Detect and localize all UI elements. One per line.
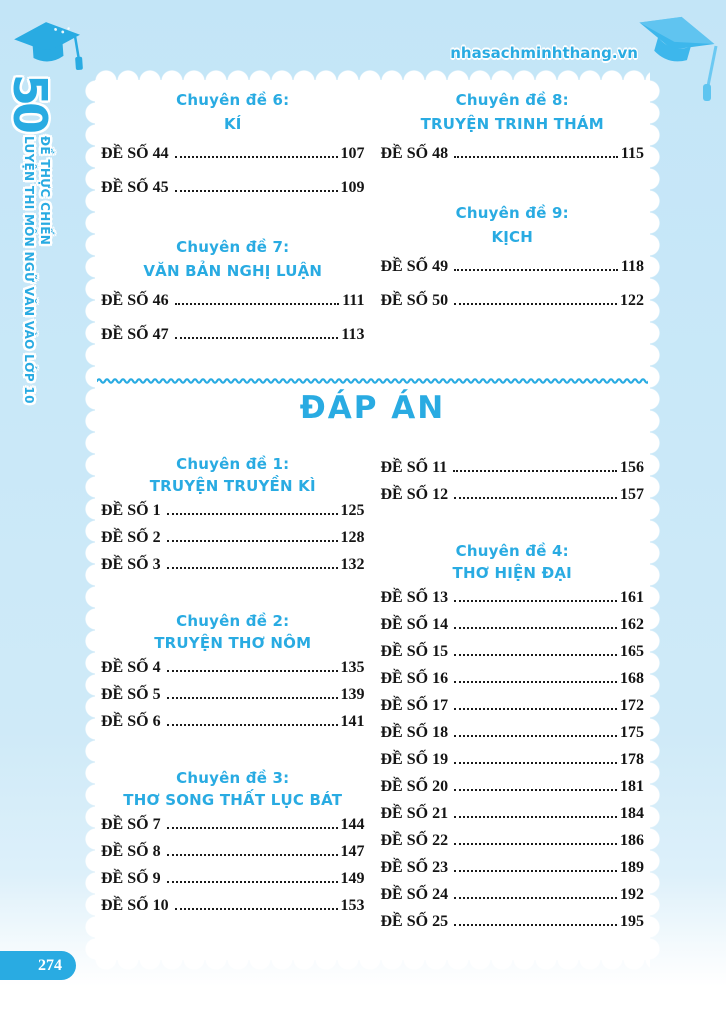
section-heading-line2: TRUYỆN TRINH THÁM — [420, 115, 604, 133]
toc-entry-label: ĐỀ SỐ 17 — [380, 697, 449, 714]
dot-leader — [454, 269, 618, 271]
toc-entry — [101, 870, 365, 897]
dot-leader — [453, 470, 617, 472]
toc-entry — [381, 486, 645, 513]
toc-section — [381, 203, 645, 326]
toc-entry-page: 107 — [340, 145, 365, 162]
toc-entry-page: 139 — [340, 686, 365, 703]
toc-entry-page: 192 — [620, 886, 644, 903]
toc-entry-label: ĐỀ SỐ 16 — [380, 670, 449, 687]
toc-column-right — [381, 90, 645, 360]
dot-leader — [175, 337, 339, 339]
toc-entry-page: 156 — [620, 459, 644, 476]
section-heading-line1: Chuyên đề 9: — [455, 204, 569, 222]
toc-entry — [381, 459, 645, 486]
toc-column-left — [101, 454, 365, 940]
scallop-edge-left — [85, 80, 95, 960]
toc-entry — [101, 502, 365, 529]
toc-entry-label: ĐỀ SỐ 8 — [101, 843, 161, 860]
dot-leader — [454, 497, 617, 499]
toc-entry — [381, 805, 645, 832]
toc-entry-page: 162 — [620, 616, 644, 633]
dot-leader — [175, 190, 338, 192]
toc-entry — [381, 643, 645, 670]
toc-entry — [101, 659, 365, 686]
content-card — [95, 80, 650, 960]
toc-entry — [381, 751, 645, 778]
toc-entry-page: 153 — [340, 897, 365, 914]
toc-entry-page: 157 — [620, 486, 644, 503]
toc-entry-page: 175 — [620, 724, 644, 741]
section-heading-line2: THƠ SONG THẤT LỤC BÁT — [123, 791, 343, 809]
dot-leader — [454, 816, 617, 818]
toc-entry-label: ĐỀ SỐ 12 — [380, 486, 449, 503]
toc-entry-label: ĐỀ SỐ 23 — [380, 859, 449, 876]
scallop-edge-right — [650, 80, 660, 960]
toc-entry — [101, 556, 365, 583]
toc-entry-page: 125 — [340, 502, 365, 519]
section-heading-line2: THƠ HIỆN ĐẠI — [452, 564, 572, 582]
toc-column-left — [101, 90, 365, 360]
toc-section — [381, 459, 645, 513]
dot-leader — [167, 567, 338, 569]
toc-entry — [381, 778, 645, 805]
toc-entry — [381, 670, 645, 697]
section-heading-line2: KỊCH — [491, 228, 534, 246]
toc-entry — [101, 292, 365, 326]
spine-number: 50 — [3, 74, 57, 131]
toc-entry — [381, 258, 645, 292]
toc-entry-list — [381, 145, 645, 179]
toc-entry-label: ĐỀ SỐ 50 — [380, 292, 449, 309]
toc-section — [381, 541, 645, 940]
toc-entry-page: 189 — [620, 859, 644, 876]
toc-entry — [381, 913, 645, 940]
toc-entry-page: 113 — [341, 326, 365, 343]
toc-entry-label: ĐỀ SỐ 9 — [101, 870, 161, 887]
section-heading-line2: TRUYỆN THƠ NÔM — [154, 634, 312, 652]
toc-entry-label: ĐỀ SỐ 15 — [380, 643, 449, 660]
toc-entry — [101, 686, 365, 713]
dot-leader — [167, 540, 338, 542]
toc-entry-page: 168 — [620, 670, 644, 687]
toc-entry — [381, 697, 645, 724]
scallop-edge-top — [95, 70, 650, 80]
page-number-badge: 274 — [0, 951, 76, 980]
dot-leader — [167, 670, 338, 672]
toc-entry-list — [381, 459, 645, 513]
dot-leader — [167, 697, 338, 699]
toc-entry-page: 135 — [340, 659, 365, 676]
dot-leader — [167, 854, 338, 856]
toc-entry — [101, 145, 365, 179]
site-url: nhasachminhthang.vn — [450, 44, 638, 62]
toc-entry — [381, 616, 645, 643]
toc-entry-label: ĐỀ SỐ 49 — [380, 258, 449, 275]
toc-entry — [381, 832, 645, 859]
toc-entry — [101, 897, 365, 924]
dot-leader — [175, 908, 338, 910]
toc-entry-label: ĐỀ SỐ 25 — [380, 913, 449, 930]
toc-entry-label: ĐỀ SỐ 24 — [380, 886, 449, 903]
toc-entry-label: ĐỀ SỐ 11 — [380, 459, 448, 476]
dot-leader — [454, 789, 617, 791]
toc-section — [381, 90, 645, 179]
toc-entry-label: ĐỀ SỐ 5 — [101, 686, 161, 703]
toc-entry-page: 195 — [620, 913, 644, 930]
toc-entry — [101, 816, 365, 843]
spine-title — [21, 136, 53, 404]
toc-entry-page: 118 — [620, 258, 644, 275]
toc-entry-page: 186 — [620, 832, 644, 849]
toc-entry — [101, 326, 365, 360]
toc-entry — [381, 145, 645, 179]
toc-section — [101, 768, 365, 924]
dot-leader — [454, 870, 617, 872]
toc-entry-label: ĐỀ SỐ 18 — [380, 724, 449, 741]
dot-leader — [454, 627, 617, 629]
answers-section — [95, 440, 650, 940]
dot-leader — [454, 897, 617, 899]
toc-entry-page: 184 — [620, 805, 644, 822]
scallop-edge-bottom — [95, 960, 650, 970]
toc-entry-page: 122 — [620, 292, 644, 309]
toc-entry-label: ĐỀ SỐ 45 — [101, 179, 169, 196]
section-heading-line1: Chuyên đề 8: — [455, 91, 569, 109]
dot-leader — [454, 654, 617, 656]
toc-entry-page: 132 — [340, 556, 365, 573]
toc-entry-page: 115 — [620, 145, 644, 162]
toc-entry-page: 178 — [620, 751, 644, 768]
section-heading-line1: Chuyên đề 1: — [176, 455, 290, 473]
toc-entry-page: 109 — [340, 179, 365, 196]
toc-entry-label: ĐỀ SỐ 19 — [380, 751, 449, 768]
toc-entry — [381, 589, 645, 616]
toc-entry-label: ĐỀ SỐ 14 — [380, 616, 449, 633]
dot-leader — [454, 303, 617, 305]
section-heading-line2: KÍ — [223, 115, 242, 133]
toc-entry-list — [101, 145, 365, 213]
toc-entry-label: ĐỀ SỐ 2 — [101, 529, 161, 546]
toc-entry-label: ĐỀ SỐ 3 — [101, 556, 161, 573]
section-heading-line1: Chuyên đề 2: — [176, 612, 290, 630]
dot-leader — [167, 827, 338, 829]
section-heading-line2: TRUYỆN TRUYỀN KÌ — [149, 477, 316, 495]
toc-section — [101, 611, 365, 740]
toc-top-section — [95, 80, 650, 360]
toc-entry-label: ĐỀ SỐ 48 — [380, 145, 449, 162]
spine-title-line2: LUYỆN THI MÔN NGỮ VĂN VÀO LỚP 10 — [22, 136, 36, 404]
toc-entry-label: ĐỀ SỐ 7 — [101, 816, 161, 833]
toc-entry-page: 172 — [620, 697, 644, 714]
toc-entry-list — [381, 589, 645, 940]
toc-entry-list — [101, 659, 365, 740]
toc-entry — [101, 179, 365, 213]
toc-entry-label: ĐỀ SỐ 13 — [380, 589, 449, 606]
toc-entry-page: 181 — [620, 778, 644, 795]
dot-leader — [454, 735, 617, 737]
section-heading-line1: Chuyên đề 4: — [455, 542, 569, 560]
toc-entry-list — [381, 258, 645, 326]
section-heading-line1: Chuyên đề 3: — [176, 769, 290, 787]
answers-title: ĐÁP ÁN — [299, 390, 446, 426]
toc-entry-page: 111 — [342, 292, 365, 309]
toc-entry-label: ĐỀ SỐ 1 — [101, 502, 161, 519]
toc-entry-page: 149 — [340, 870, 365, 887]
toc-entry — [101, 529, 365, 556]
toc-section — [101, 237, 365, 360]
toc-entry — [381, 724, 645, 751]
toc-entry-list — [101, 502, 365, 583]
toc-section — [101, 454, 365, 583]
dot-leader — [454, 708, 617, 710]
toc-entry-page: 147 — [340, 843, 365, 860]
toc-entry — [381, 859, 645, 886]
toc-entry-page: 161 — [620, 589, 644, 606]
toc-section — [101, 90, 365, 213]
dot-leader — [175, 303, 340, 305]
toc-entry-list — [101, 292, 365, 360]
toc-entry — [381, 292, 645, 326]
toc-entry-label: ĐỀ SỐ 10 — [101, 897, 169, 914]
section-heading-line1: Chuyên đề 6: — [176, 91, 290, 109]
dot-leader — [454, 924, 617, 926]
dot-leader — [175, 156, 338, 158]
wavy-divider — [97, 376, 648, 386]
toc-entry-label: ĐỀ SỐ 4 — [101, 659, 161, 676]
toc-entry-page: 141 — [340, 713, 365, 730]
dot-leader — [167, 881, 338, 883]
toc-entry-label: ĐỀ SỐ 46 — [101, 292, 169, 309]
toc-entry — [381, 886, 645, 913]
toc-entry-label: ĐỀ SỐ 44 — [101, 145, 169, 162]
dot-leader — [454, 156, 618, 158]
section-heading-line2: VĂN BẢN NGHỊ LUẬN — [143, 262, 323, 280]
dot-leader — [454, 843, 617, 845]
toc-column-right — [381, 454, 645, 940]
toc-entry-list — [101, 816, 365, 924]
dot-leader — [454, 762, 617, 764]
toc-entry-page: 165 — [620, 643, 644, 660]
dot-leader — [167, 724, 338, 726]
toc-entry-label: ĐỀ SỐ 21 — [380, 805, 449, 822]
toc-entry-label: ĐỀ SỐ 20 — [380, 778, 449, 795]
dot-leader — [454, 681, 617, 683]
spine-title-line1: ĐỀ THỰC CHIẾN — [38, 136, 52, 246]
toc-entry-label: ĐỀ SỐ 47 — [101, 326, 169, 343]
dot-leader — [454, 600, 617, 602]
section-heading-line1: Chuyên đề 7: — [176, 238, 290, 256]
toc-entry-label: ĐỀ SỐ 6 — [101, 713, 161, 730]
toc-entry-label: ĐỀ SỐ 22 — [380, 832, 449, 849]
toc-entry — [101, 713, 365, 740]
toc-entry-page: 144 — [340, 816, 365, 833]
graduation-cap-icon — [10, 18, 86, 83]
toc-entry-page: 128 — [340, 529, 365, 546]
toc-entry — [101, 843, 365, 870]
dot-leader — [167, 513, 338, 515]
